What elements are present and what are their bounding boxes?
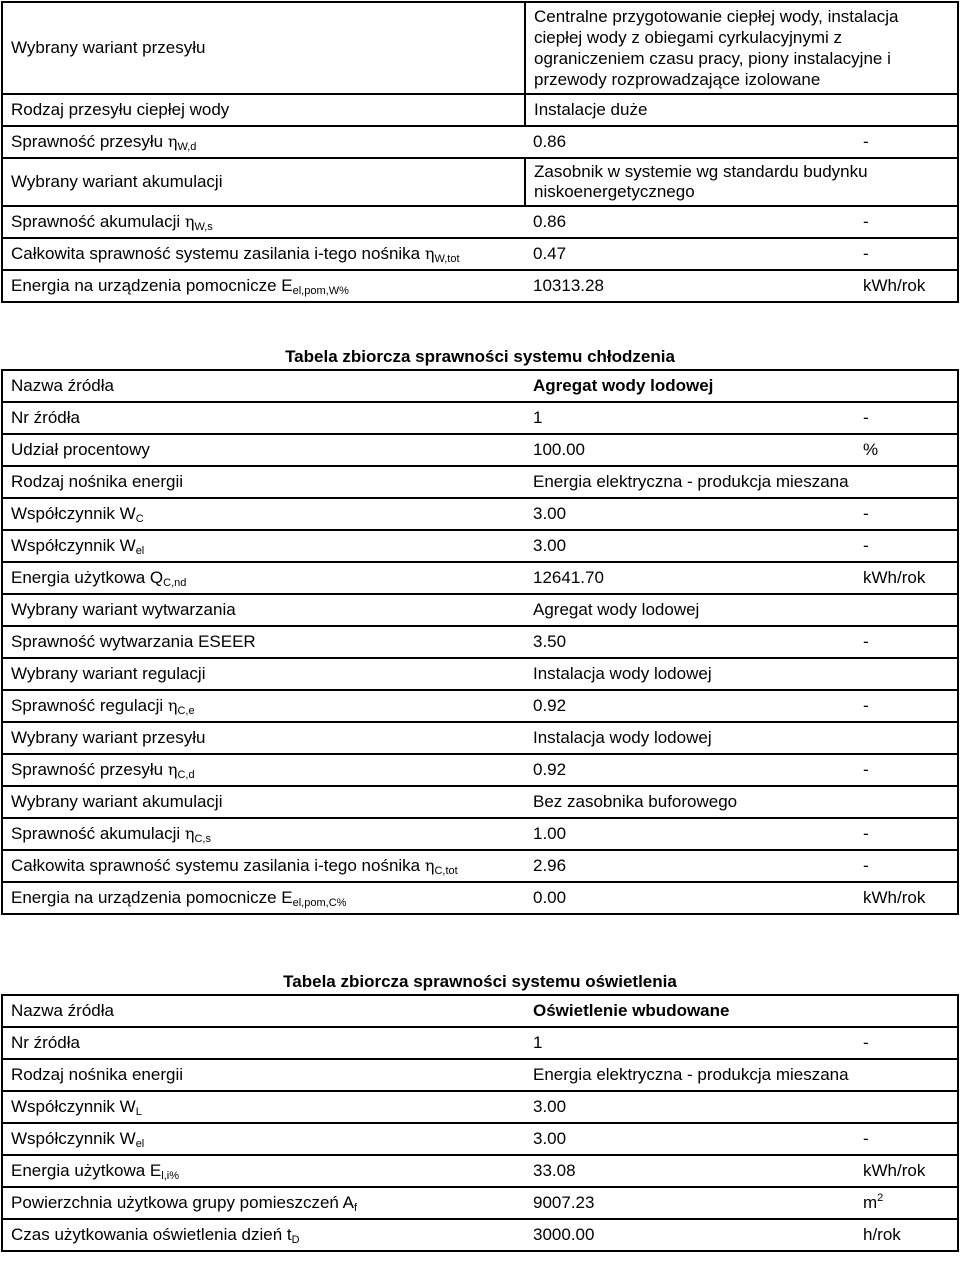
eta-symbol: η [184,212,195,231]
row-label: Energia użytkowa $Q_{C,nd}$ [2,562,525,594]
eta-symbol: η [167,760,178,779]
table-row [2,2,958,94]
table-row [2,594,958,626]
eta-symbol: η [184,824,195,843]
subscript: W,tot [434,253,460,265]
table-row [2,238,958,270]
subscript: C,tot [434,865,458,877]
row-label: Energia użytkowa $E_{l,i\%}$ [2,1155,525,1187]
row-label: Sprawność wytwarzania ESEER [2,626,525,658]
table-row [2,498,958,530]
row-unit: - [855,850,958,882]
row-label: Rodzaj przesyłu ciepłej wody [2,94,525,126]
row-unit [855,1091,958,1123]
row-label: Całkowita sprawność systemu zasilania i-tego nośnika $\eta_{C,tot}$ [2,850,525,882]
row-value: Instalacje duże [525,94,958,126]
row-value: Agregat wody lodowej [525,594,958,626]
row-value: Instalacja wody lodowej [525,722,958,754]
table-row [2,722,958,754]
table-row [2,1123,958,1155]
row-value: 0.47 [525,238,855,270]
row-value: 3.00 [525,1123,855,1155]
table-row [2,94,958,126]
row-value: 3.50 [525,626,855,658]
subscript: W,d [177,141,197,153]
source-name: Oświetlenie wbudowane [525,995,958,1027]
row-value: 3.00 [525,498,855,530]
row-label: Sprawność akumulacji $\eta_{C,s}$ [2,818,525,850]
row-label: Wybrany wariant akumulacji [2,158,525,206]
table-row [2,530,958,562]
table-row [2,402,958,434]
subscript: C [135,513,144,525]
subscript: C,nd [163,577,187,589]
row-label: Współczynnik $W_{el}$ [2,1123,525,1155]
table-row [2,1219,958,1251]
row-value: 1.00 [525,818,855,850]
subscript: l,i% [161,1170,179,1182]
subscript: W,s [194,221,213,233]
eta-symbol: η [167,696,178,715]
row-unit: $m^2$ [855,1187,958,1219]
row-value: Instalacja wody lodowej [525,658,958,690]
row-unit: kWh/rok [855,882,958,914]
row-value: Energia elektryczna - produkcja mieszana [525,466,958,498]
row-label: Całkowita sprawność systemu zasilania i-tego nośnika $\eta_{W,tot}$ [2,238,525,270]
table-row [2,786,958,818]
row-label: Powierzchnia użytkowa grupy pomieszczeń $A_f$ [2,1187,525,1219]
row-unit: - [855,754,958,786]
table-row [2,1027,958,1059]
row-value: 1 [525,402,855,434]
subscript: el,pom,C% [292,897,347,909]
row-value: 2.96 [525,850,855,882]
row-value: 9007.23 [525,1187,855,1219]
row-value: Zasobnik w systemie wg standardu budynku niskoenergetycznego [525,158,958,206]
row-label: Sprawność regulacji $\eta_{C,e}$ [2,690,525,722]
subscript: C,e [177,705,195,717]
row-label: Współczynnik $W_C$ [2,498,525,530]
row-unit: h/rok [855,1219,958,1251]
subscript: f [354,1202,358,1214]
row-value: Energia elektryczna - produkcja mieszana [525,1059,958,1091]
row-label: Udział procentowy [2,434,525,466]
row-unit: kWh/rok [855,562,958,594]
row-value: 0.86 [525,206,855,238]
table-row [2,466,958,498]
row-label: Współczynnik $W_{el}$ [2,530,525,562]
row-value: 0.92 [525,754,855,786]
table-row [2,658,958,690]
table-row [2,626,958,658]
table-row [2,690,958,722]
row-value: Centralne przygotowanie ciepłej wody, instalacja ciepłej wody z obiegami cyrkulacyjnymi z ograniczeniem czasu pracy, piony instalacyjne i przewody rozprowadzające izolowane [525,2,958,94]
cooling-rows [2,402,958,914]
cooling-efficiency-table [1,369,959,915]
eta-symbol: η [167,132,178,151]
row-value: 3000.00 [525,1219,855,1251]
row-label: Wybrany wariant przesyłu [2,2,525,94]
row-unit: % [855,434,958,466]
table-row [2,126,958,158]
header-label: Nazwa źródła [2,370,525,402]
row-label: Nr źródła [2,402,525,434]
row-label: Wybrany wariant wytwarzania [2,594,525,626]
cooling-table-title: Tabela zbiorcza sprawności systemu chłodzenia [285,347,675,366]
lighting-efficiency-table [1,994,959,1252]
table-header-row [2,370,958,402]
row-value: 12641.70 [525,562,855,594]
row-label: Wybrany wariant przesyłu [2,722,525,754]
row-label: Energia na urządzenia pomocnicze $E_{el,pom,C\%}$ [2,882,525,914]
table-row [2,850,958,882]
subscript: el [135,1138,145,1150]
row-unit: - [855,818,958,850]
row-unit: - [855,402,958,434]
row-unit: - [855,1027,958,1059]
lighting-rows [2,1027,958,1251]
row-unit: - [855,690,958,722]
row-label: Wybrany wariant regulacji [2,658,525,690]
row-value: 0.92 [525,690,855,722]
table-row [2,1155,958,1187]
table-row [2,1059,958,1091]
row-unit: - [855,126,958,158]
table-row [2,754,958,786]
subscript: el,pom,W% [292,285,349,297]
table-row [2,206,958,238]
lighting-table-title: Tabela zbiorcza sprawności systemu oświetlenia [283,972,677,991]
row-unit: kWh/rok [855,1155,958,1187]
table-row [2,1187,958,1219]
row-label: Współczynnik $W_L$ [2,1091,525,1123]
row-unit: - [855,498,958,530]
row-label: Rodzaj nośnika energii [2,466,525,498]
header-label: Nazwa źródła [2,995,525,1027]
row-value: 3.00 [525,1091,855,1123]
subscript: D [291,1234,300,1246]
table-row [2,434,958,466]
row-label: Energia na urządzenia pomocnicze $E_{el,pom,W\%}$ [2,270,525,302]
subscript: C,s [194,833,211,845]
row-unit: kWh/rok [855,270,958,302]
row-value: 10313.28 [525,270,855,302]
superscript: 2 [877,1192,884,1204]
row-label: Sprawność akumulacji $\eta_{W,s}$ [2,206,525,238]
row-unit: - [855,206,958,238]
row-label: Sprawność przesyłu $\eta_{C,d}$ [2,754,525,786]
row-value: 3.00 [525,530,855,562]
row-unit: - [855,1123,958,1155]
table-row [2,562,958,594]
subscript: L [135,1106,142,1118]
row-value: 100.00 [525,434,855,466]
subscript: C,d [177,769,195,781]
row-label: Czas użytkowania oświetlenia dzień $t_D$ [2,1219,525,1251]
eta-symbol: η [424,244,435,263]
table-row [2,818,958,850]
hot-water-efficiency-table [1,1,959,303]
source-name: Agregat wody lodowej [525,370,958,402]
row-unit: - [855,626,958,658]
row-value: 33.08 [525,1155,855,1187]
row-value: 0.86 [525,126,855,158]
table-row [2,882,958,914]
row-unit: - [855,238,958,270]
row-label: Rodzaj nośnika energii [2,1059,525,1091]
table-row [2,1091,958,1123]
table-row [2,270,958,302]
table-header-row [2,995,958,1027]
row-unit: - [855,530,958,562]
row-value: 0.00 [525,882,855,914]
subscript: el [135,545,145,557]
row-value: 1 [525,1027,855,1059]
row-label: Sprawność przesyłu $\eta_{W,d}$ [2,126,525,158]
table-row [2,158,958,206]
row-label: Nr źródła [2,1027,525,1059]
eta-symbol: η [424,856,435,875]
row-label: Wybrany wariant akumulacji [2,786,525,818]
row-value: Bez zasobnika buforowego [525,786,958,818]
